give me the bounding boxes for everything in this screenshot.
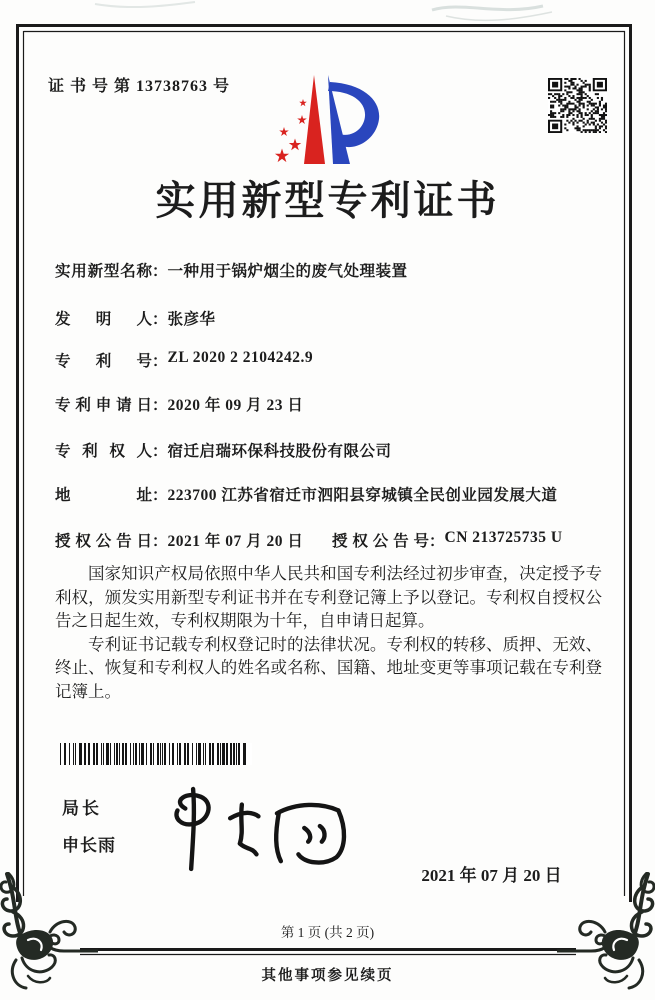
field-label: 专利权人 <box>55 443 152 460</box>
certificate-number: 证 书 号 第 13738763 号 <box>48 78 231 95</box>
field-colon: ： <box>152 397 168 414</box>
handwritten-signature <box>158 778 353 878</box>
field-colon: ： <box>152 443 168 460</box>
page-number: 第 1 页 (共 2 页) <box>280 925 375 940</box>
field-row-address <box>55 483 620 505</box>
barcode-icon <box>60 743 252 765</box>
field-label: 授权公告号 <box>332 533 429 550</box>
signer-name: 申长雨 <box>62 836 116 855</box>
field-colon: ： <box>152 533 168 550</box>
field-row-grant <box>55 529 620 551</box>
field-value: 张彦华 <box>167 311 216 328</box>
field-colon: ： <box>152 263 168 280</box>
field-pair-grant-number <box>332 529 563 551</box>
field-label: 授权公告日 <box>55 533 152 550</box>
field-row-name <box>55 259 620 281</box>
field-value: 2020 年 09 月 23 日 <box>167 397 304 414</box>
qr-code-icon <box>548 78 607 133</box>
signer-title: 局长 <box>62 799 102 818</box>
paragraph-grant: 国家知识产权局依照中华人民共和国专利法经过初步审查，决定授予专利权，颁发实用新型专利证书并在专利登记簿上予以登记。专利权自授权公告之日起生效，专利权期限为十年，自申请日起算。 <box>55 564 602 630</box>
field-label: 专利号 <box>55 353 152 370</box>
field-colon: ： <box>152 353 168 370</box>
field-value: ZL 2020 2 2104242.9 <box>167 349 314 366</box>
field-value: 宿迁启瑞环保科技股份有限公司 <box>167 443 392 460</box>
paragraph-register: 专利证书记载专利权登记时的法律状况。专利权的转移、质押、无效、终止、恢复和专利权人的姓名或名称、国籍、地址变更等事项记载在专利登记簿上。 <box>55 634 602 701</box>
field-value: 一种用于锅炉烟尘的废气处理装置 <box>167 263 408 280</box>
field-colon: ： <box>152 487 168 504</box>
field-label: 实用新型名称 <box>55 263 152 280</box>
cnipa-logo <box>262 72 392 168</box>
field-label: 地址 <box>55 487 152 504</box>
field-colon: ： <box>429 533 445 550</box>
field-row-inventor <box>55 307 620 329</box>
certificate-title: 实用新型专利证书 <box>155 178 500 223</box>
legal-text <box>55 562 602 703</box>
field-value: 223700 江苏省宿迁市泗阳县穿城镇全民创业园发展大道 <box>167 487 558 504</box>
field-label: 专利申请日 <box>55 397 152 414</box>
field-value: 2021 年 07 月 20 日 <box>167 533 304 550</box>
footer-note: 其他事项参见续页 <box>261 968 394 984</box>
scan-artifact <box>95 2 552 20</box>
field-row-patentee <box>55 439 620 461</box>
field-row-patent-number <box>55 349 620 371</box>
field-colon: ： <box>152 311 168 328</box>
logo-red-wedge <box>304 75 325 164</box>
field-label: 发明人 <box>55 311 152 328</box>
field-row-filing-date <box>55 393 620 415</box>
issue-date: 2021 年 07 月 20 日 <box>421 866 562 885</box>
logo-stars <box>275 99 307 162</box>
field-value: CN 213725735 U <box>444 529 563 546</box>
